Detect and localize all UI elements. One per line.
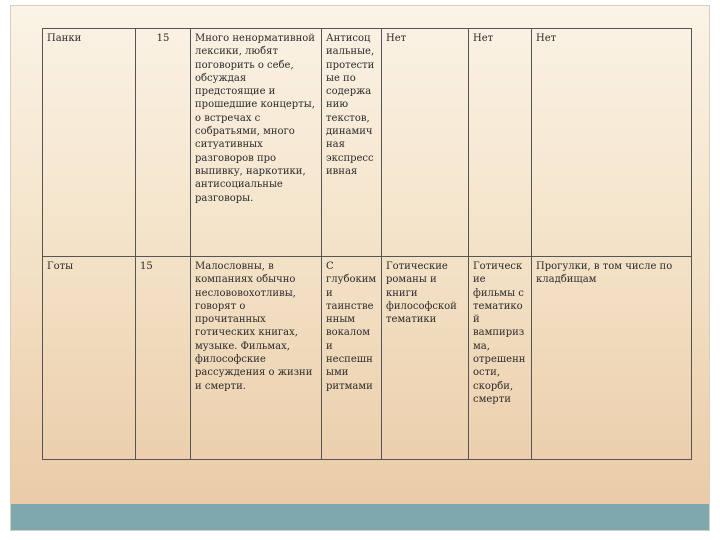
- table-row: [43, 29, 692, 257]
- cell-speech: Много ненормативной лексики, любят поговорить о себе, обсуждая предстоящие и прошедшие концерты, о встречах с собратьями, много ситуативных разговоров про выпивку, наркотики, антисоциальные разговоры.: [191, 29, 322, 257]
- cell-films: Нет: [469, 29, 532, 257]
- cell-literature: Готические романы и книги философской тематики: [382, 257, 469, 460]
- cell-count: 15: [136, 29, 191, 257]
- cell-lyrics: С глубоким и таинстве нным вокалом и неспешн ыми ритмами: [322, 257, 382, 460]
- cell-lyrics: Антисоц иальные, протести ые по содержа нию текстов, динамич ная экспресс ивная: [322, 29, 382, 257]
- cell-literature: Нет: [382, 29, 469, 257]
- cell-count: 15: [136, 257, 191, 460]
- cell-name: Готы: [43, 257, 136, 460]
- slide-bottom-bar: [11, 504, 709, 530]
- cell-name: Панки: [43, 29, 136, 257]
- table-row: [43, 257, 692, 460]
- cell-leisure: Нет: [532, 29, 692, 257]
- cell-speech: Малословны, в компаниях обычно неслововохотливы, говорят о прочитанных готических книгах, музыке. Фильмах, философские рассуждения о жизни и смерти.: [191, 257, 322, 460]
- subculture-table: [42, 28, 692, 460]
- cell-films: Готическ ие фильмы с тематико й вампириз ма, отрешенн ости, скорби, смерти: [469, 257, 532, 460]
- cell-leisure: Прогулки, в том числе по кладбищам: [532, 257, 692, 460]
